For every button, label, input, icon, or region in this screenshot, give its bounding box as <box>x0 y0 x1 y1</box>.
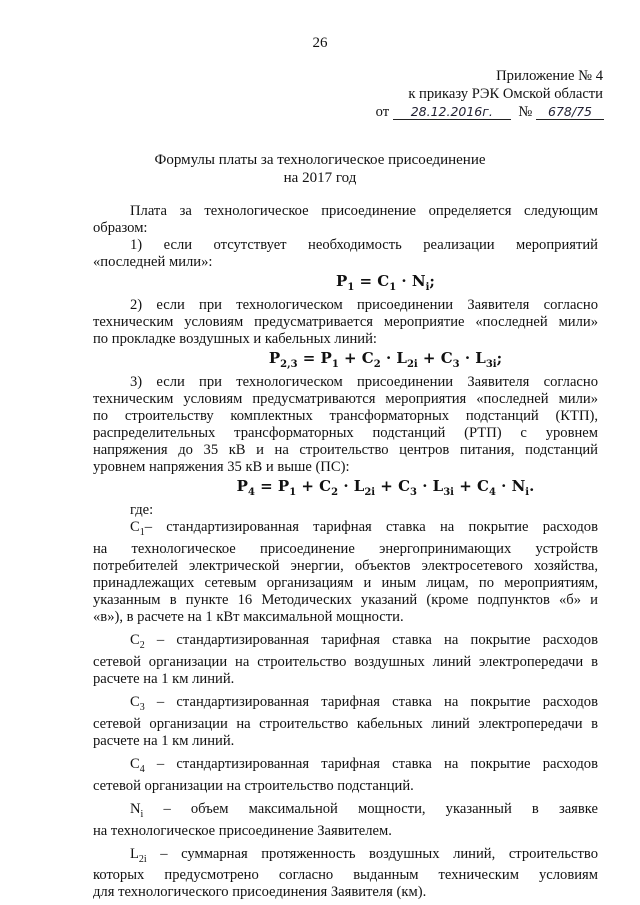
formula-p1: $P_1 = C_1 \cdot N_i$; <box>336 272 435 293</box>
ni-definition-cont: на технологическое присоединение Заявителем. <box>93 822 392 839</box>
formula-p4: $P_4 = P_1 + C_2 \cdot L_{2i} + C_3 \cdot L_{3i} + C_4 \cdot N_i$. <box>236 477 535 498</box>
c2-definition-cont: расчете на 1 км линий. <box>93 670 235 687</box>
c3-definition-cont: сетевой организации на строительство кабельных линий электропередачи в <box>93 715 598 732</box>
item-2-text: 2) если при технологическом присоединении Заявителя согласно <box>130 297 598 313</box>
c4-definition-cont: сетевой организации на строительство подстанций. <box>93 777 414 794</box>
from-label: от <box>375 104 390 120</box>
c1-definition-cont: принадлежащих сетевым организациям и иным лицам, по мероприятиям, <box>93 574 598 591</box>
page-number: 26 <box>312 35 328 51</box>
c1-definition-cont: потребителей электрической энергии, объектов электросетевого хозяйства, <box>93 557 598 574</box>
item-3-text: 3) если при технологическом присоединении Заявителя согласно <box>130 374 598 390</box>
appendix-order-ref: к приказу РЭК Омской области <box>408 86 603 102</box>
intro-text-cont: образом: <box>93 220 148 236</box>
c3-definition: $C_3$ – стандартизированная тарифная ставка на покрытие расходов <box>130 693 598 713</box>
item-1-text-cont: «последней мили»: <box>93 254 213 270</box>
appendix-date-line <box>376 104 604 121</box>
c1-definition: $C_1-$ стандартизированная тарифная ставка на покрытие расходов <box>130 519 598 538</box>
c2-definition: $C_2$ – стандартизированная тарифная ставка на покрытие расходов <box>130 631 598 651</box>
c1-definition-cont: указанным в пункте 16 Методических указаний (кроме подпунктов «б» и <box>93 591 598 608</box>
item-3-text-cont: распределительных трансформаторных подстанций (РТП) с уровнем <box>93 425 598 441</box>
c1-definition-cont: на технологическое присоединение энергопринимающих устройств <box>93 540 598 557</box>
ni-definition: $N_i$ – объем максимальной мощности, указанный в заявке <box>130 800 598 820</box>
formula-p23: $P_{2,3} = P_1 + C_2 \cdot L_{2i} + C_3 \cdot L_{3i}$; <box>268 349 503 370</box>
handwritten-date: 28.12.2016г. <box>393 104 511 120</box>
item-1-text: 1) если отсутствует необходимость реализации мероприятий <box>130 237 598 253</box>
c2-definition-cont: сетевой организации на строительство воздушных линий электропередачи в <box>93 653 598 670</box>
where-label: где: <box>130 502 154 518</box>
item-3-text-cont: уровнем напряжения 35 кВ и выше (ПС): <box>93 459 350 475</box>
item-2-text-cont: техническим условиям предусматривается мероприятие «последней мили» <box>93 314 598 330</box>
document-title: Формулы платы за технологическое присоединение <box>154 152 486 168</box>
c1-definition-cont: «в»), в расчете на 1 кВт максимальной мощности. <box>93 608 404 625</box>
c3-definition-cont: расчете на 1 км линий. <box>93 732 235 749</box>
intro-text: Плата за технологическое присоединение определяется следующим <box>130 203 598 219</box>
l2i-definition-cont: которых предусмотрено согласно выданным техническим условиям <box>93 867 598 884</box>
number-label: № <box>518 104 533 120</box>
c4-definition: $C_4$ – стандартизированная тарифная ставка на покрытие расходов <box>130 755 598 775</box>
document-title-year: на 2017 год <box>283 170 357 186</box>
item-3-text-cont: напряжения до 35 кВ и на строительство центров питания, подстанций <box>93 442 598 458</box>
appendix-title: Приложение № 4 <box>496 68 603 84</box>
document-body <box>93 203 598 901</box>
item-2-text-cont: по прокладке воздушных и кабельных линий: <box>93 331 377 347</box>
handwritten-number: 678/75 <box>536 104 604 120</box>
l2i-definition-cont: для технологического присоединения Заявителя (км). <box>93 884 427 901</box>
item-3-text-cont: по строительству комплектных трансформаторных подстанций (КТП), <box>93 408 598 424</box>
item-3-text-cont: техническим условиям предусматриваются мероприятия «последней мили» <box>93 391 598 407</box>
l2i-definition: $L_{2i}$ – суммарная протяженность воздушных линий, строительство <box>130 845 598 865</box>
